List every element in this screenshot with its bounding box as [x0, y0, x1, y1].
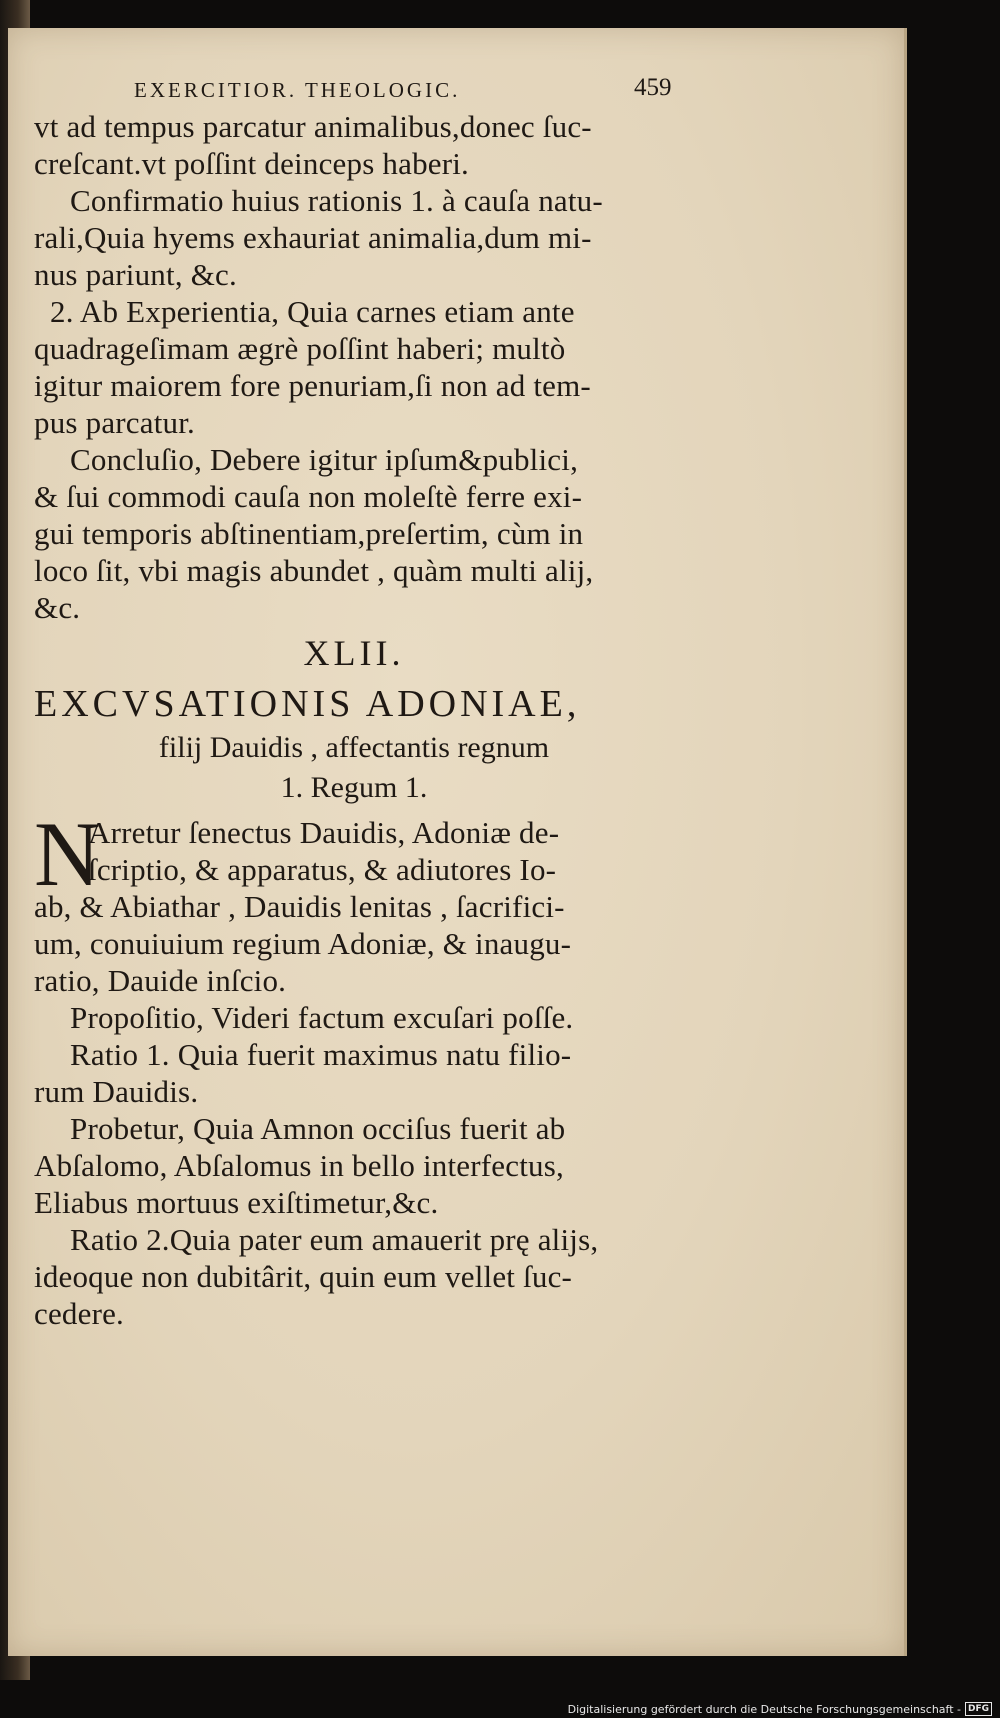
digitization-credit [568, 1702, 992, 1716]
text-line: um, conuiuium regium Adoniæ, & inaugu- [34, 926, 572, 961]
text-line: ratio, Dauide inſcio. [34, 963, 287, 998]
text-line: pus parcatur. [34, 405, 195, 440]
text-line: &c. [34, 590, 81, 625]
text-line: Eliabus mortuus exiſtimetur,&c. [34, 1185, 439, 1220]
paragraph-ratio-2 [34, 1221, 674, 1332]
text-line: Abſalomo, Abſalomus in bello interfectus, [34, 1148, 564, 1183]
paragraph-experientia [34, 293, 674, 441]
book-page [8, 28, 907, 1656]
running-title: EXERCITIOR. THEOLOGIC. [134, 78, 461, 102]
page-content [34, 74, 674, 1332]
text-line: vt ad tempus parcatur animalibus,donec ſuc- [34, 109, 592, 144]
text-line: Confirmatio huius rationis 1. à cauſa natu- [70, 183, 603, 218]
paragraph-conclusio [34, 441, 674, 626]
text-line: 2. Ab Experientia, Quia carnes etiam ante [50, 294, 575, 329]
section-number: XLII. [303, 633, 405, 673]
text-line: quadrageſimam ægrè poſſint haberi; multò [34, 331, 566, 366]
text-line: ſcriptio, & apparatus, & adiutores Io- [88, 852, 557, 887]
section-subtitle: filij Dauidis , affectantis regnum [158, 731, 550, 764]
page-number: 459 [634, 74, 672, 101]
text-line: & ſui commodi cauſa non moleſtè ferre exi- [34, 479, 583, 514]
credit-text: Digitalisierung gefördert durch die Deutsche Forschungsgemeinschaft - [567, 1702, 961, 1716]
text-line: Ratio 2.Quia pater eum amauerit prę alijs, [70, 1222, 599, 1257]
text-line: Propoſitio, Videri factum excuſari poſſe. [70, 1000, 574, 1035]
drop-cap: N [34, 803, 101, 905]
paragraph-ratio-1 [34, 1036, 674, 1110]
text-line: gui temporis abſtinentiam,preſertim, cùm in [34, 516, 584, 551]
running-head [34, 74, 674, 108]
text-line: igitur maiorem fore penuriam,ſi non ad tem- [34, 368, 591, 403]
text-line: Ratio 1. Quia fuerit maximus natu filio- [70, 1037, 572, 1072]
paragraph-probetur [34, 1110, 674, 1221]
text-line: rum Dauidis. [34, 1074, 199, 1109]
paragraph-confirmatio [34, 182, 674, 293]
narrative-paragraph [34, 803, 674, 999]
text-line: nus pariunt, &c. [34, 257, 237, 292]
text-line: creſcant.vt poſſint deinceps haberi. [34, 146, 470, 181]
dfg-logo-icon: DFG [965, 1702, 992, 1716]
text-line: cedere. [34, 1296, 125, 1331]
text-line: ideoque non dubitârit, quin eum vellet ſuc- [34, 1259, 573, 1294]
text-line: loco ſit, vbi magis abundet , quàm multi alij, [34, 553, 594, 588]
text-line: Probetur, Quia Amnon occiſus fuerit ab [70, 1111, 566, 1146]
section-reference: 1. Regum 1. [280, 771, 428, 804]
text-line: Concluſio, Debere igitur ipſum&publici, [70, 442, 579, 477]
paragraph-propositio [34, 999, 674, 1036]
text-line: rali,Quia hyems exhauriat animalia,dum mi- [34, 220, 592, 255]
section-title: EXCVSATIONIS ADONIAE, [34, 683, 581, 725]
paragraph-continued [34, 108, 674, 182]
text-line: ab, & Abiathar , Dauidis lenitas , ſacrifici- [34, 889, 565, 924]
text-line: Arretur ſenectus Dauidis, Adoniæ de- [88, 815, 560, 850]
